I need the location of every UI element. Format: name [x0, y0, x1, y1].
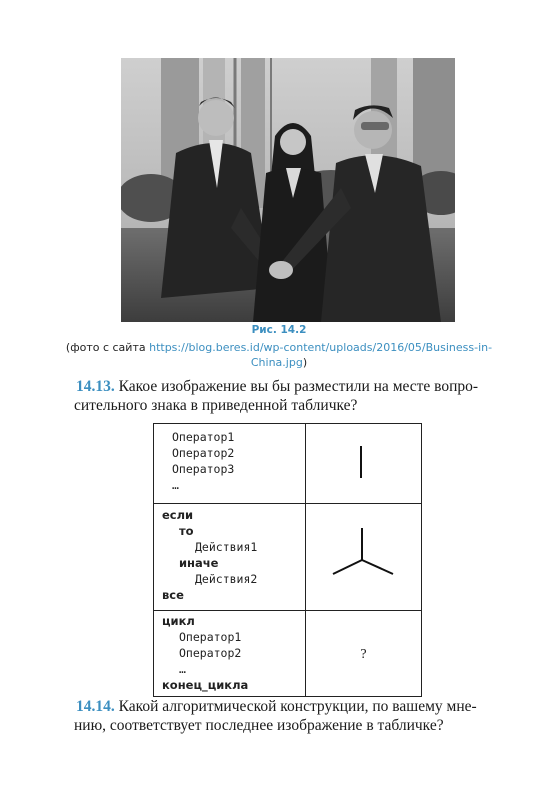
task-text-line2: нию, соответствует последнее изображение в табличке?: [74, 717, 444, 734]
keyword-end-loop: конец_цикла: [162, 678, 249, 692]
sequence-picture-cell: [306, 424, 422, 504]
keyword-if: если: [162, 508, 194, 522]
task-text-line2: сительного знака в приведенной табличке?: [74, 397, 358, 414]
code-line: Оператор1: [172, 430, 235, 444]
fork-icon: [306, 504, 421, 605]
code-line: Оператор2: [172, 446, 235, 460]
figure-title: Рис. 14.2: [251, 324, 307, 336]
caption-link[interactable]: https://blog.beres.id/wp-content/uploads/2016/05/Business-in-China.jpg: [149, 341, 493, 369]
business-photo-illustration: [121, 58, 455, 322]
task-number: 14.13.: [76, 378, 115, 395]
code-line: Оператор3: [172, 462, 235, 476]
code-line: Действия1: [195, 540, 258, 554]
task-number: 14.14.: [76, 698, 115, 715]
task-14-14: [76, 697, 516, 735]
branch-picture-cell: [306, 504, 422, 611]
question-mark: ?: [360, 646, 367, 662]
vertical-line-icon: [306, 424, 421, 498]
task-text-line1: Какое изображение вы бы разместили на месте вопро-: [114, 378, 479, 395]
branch-code-cell: [154, 504, 306, 611]
keyword-else: иначе: [179, 556, 219, 570]
task-text-line1: Какой алгоритмической конструкции, по вашему мне-: [114, 698, 477, 715]
sequence-code-cell: [154, 424, 306, 504]
figure-caption: [62, 340, 496, 370]
table-row-sequence: [154, 424, 422, 504]
table-row-loop: [154, 611, 422, 697]
code-line: …: [172, 478, 179, 492]
code-line: Действия2: [195, 572, 258, 586]
loop-code-cell: [154, 611, 306, 697]
business-photo: [121, 58, 455, 322]
caption-suffix: ): [302, 356, 308, 369]
keyword-loop: цикл: [162, 614, 195, 628]
table-row-branch: [154, 504, 422, 611]
code-line: …: [179, 662, 186, 676]
algorithm-table: [153, 423, 422, 697]
keyword-then: то: [179, 524, 194, 538]
loop-picture-cell: [306, 611, 422, 697]
code-line: Оператор2: [179, 646, 242, 660]
keyword-end: все: [162, 588, 184, 602]
caption-prefix: (фото с сайта: [65, 341, 150, 354]
task-14-13: [76, 377, 516, 415]
code-line: Оператор1: [179, 630, 242, 644]
